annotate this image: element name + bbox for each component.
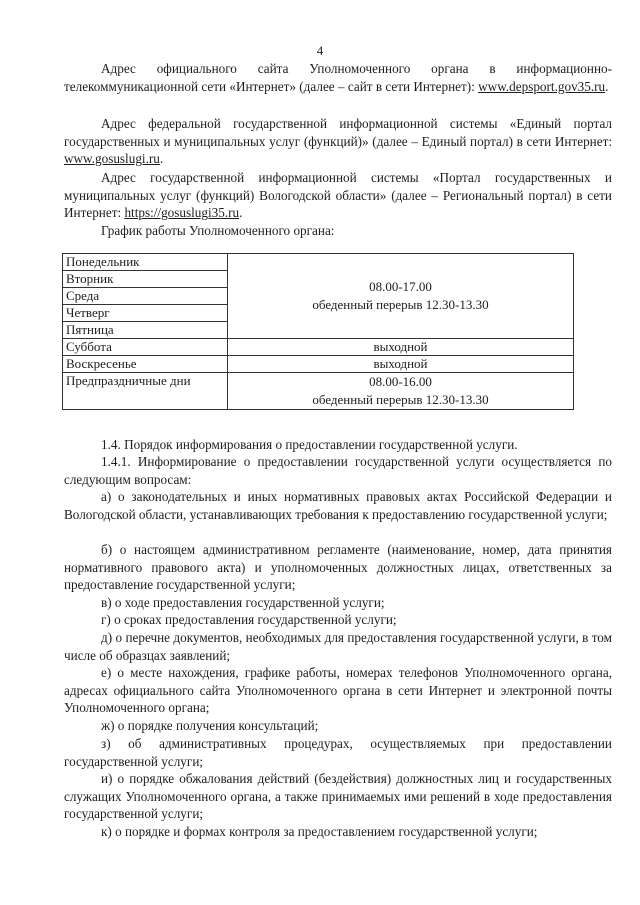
- intro-tail: .: [159, 151, 164, 167]
- table-row: [63, 373, 574, 410]
- table-row: [63, 339, 574, 356]
- list-item-v: в) о ходе предоставления государственной услуги;: [101, 595, 385, 610]
- site-link[interactable]: www.depsport.gov35.ru: [478, 78, 606, 94]
- schedule-heading: График работы Уполномоченного органа:: [101, 223, 335, 238]
- intro-text: Адрес федеральной государственной информационной системы «Единый портал государственных и муниципальных услуг (функций)» (далее – Единый портал) в сети Интернет:: [64, 116, 612, 149]
- page-number: 4: [316, 43, 324, 58]
- sunday-cell: Воскресенье: [63, 356, 228, 373]
- list-item-z: з) об административных процедурах, осуществляемых при предоставлении государственной услуги;: [64, 736, 612, 769]
- weekday-break: обеденный перерыв 12.30-13.30: [312, 297, 489, 312]
- preholiday-cell: Предпраздничные дни: [63, 373, 228, 410]
- list-item-k: к) о порядке и формах контроля за предоставлением государственной услуги;: [101, 824, 538, 839]
- list-item-i: и) о порядке обжалования действий (бездействия) должностных лиц и государственных служащих Уполномоченного органа, а также принимаемых ими решений в ходе предоставления государственной услуги;: [64, 771, 612, 822]
- intro-text: Адрес официального сайта Уполномоченного органа в информационно-телекоммуникационной сети «Интернет» (далее – сайт в сети Интернет):: [64, 61, 612, 94]
- list-item-b: б) о настоящем административном регламенте (наименование, номер, дата принятия нормативного правового акта) и уполномоченных должностных лицах, ответственных за предоставление государственной услуги;: [64, 542, 612, 593]
- intro-paragraph-regional-portal: [64, 169, 612, 222]
- weekday-cell: Четверг: [63, 305, 228, 322]
- preholiday-hours: 08.00-16.00: [369, 374, 432, 389]
- preholiday-hours-cell: [228, 373, 574, 410]
- preholiday-break: обеденный перерыв 12.30-13.30: [312, 392, 489, 407]
- intro-tail: .: [605, 78, 609, 94]
- list-item-e: е) о месте нахождения, графике работы, номерах телефонов Уполномоченного органа, адресах официального сайта Уполномоченного органа в сети Интернет и электронной почты Уполномоченного органа;: [64, 665, 612, 716]
- weekday-cell: Пятница: [63, 322, 228, 339]
- weekday-cell: Понедельник: [63, 254, 228, 271]
- weekday-cell: Среда: [63, 288, 228, 305]
- intro-tail: .: [239, 205, 243, 221]
- saturday-cell: Суббота: [63, 339, 228, 356]
- weekday-hours: 08.00-17.00: [369, 279, 432, 294]
- weekday-cell: Вторник: [63, 271, 228, 288]
- intro-paragraph-site: [64, 60, 612, 95]
- list-item-g: г) о сроках предоставления государственной услуги;: [101, 612, 397, 627]
- unified-portal-link[interactable]: www.gosuslugi.ru: [64, 151, 160, 167]
- table-row: [63, 356, 574, 373]
- section-1-4-1: 1.4.1. Информирование о предоставлении государственной услуги осуществляется по следующим вопросам:: [64, 454, 612, 487]
- list-item-zh: ж) о порядке получения консультаций;: [101, 718, 319, 733]
- regional-portal-link[interactable]: https://gosuslugi35.ru: [124, 205, 240, 221]
- intro-paragraph-unified-portal: [64, 115, 612, 168]
- section-heading-1-4: 1.4. Порядок информирования о предоставлении государственной услуги.: [101, 437, 518, 452]
- intro-text: Адрес государственной информационной системы «Портал государственных и муниципальных услуг (функций) Вологодской области» (далее – Региональный портал) в сети Интернет:: [64, 170, 612, 221]
- sunday-value: выходной: [228, 356, 574, 373]
- work-schedule-table: [62, 253, 574, 410]
- list-item-d: д) о перечне документов, необходимых для предоставления государственной услуги, в том числе об образцах заявлений;: [64, 630, 612, 663]
- list-item-a: а) о законодательных и иных нормативных правовых актах Российской Федерации и Вологодской области, устанавливающих требования к предоставлению государственной услуги;: [64, 489, 612, 522]
- saturday-value: выходной: [228, 339, 574, 356]
- table-row: [63, 254, 574, 271]
- weekday-hours-cell: [228, 254, 574, 339]
